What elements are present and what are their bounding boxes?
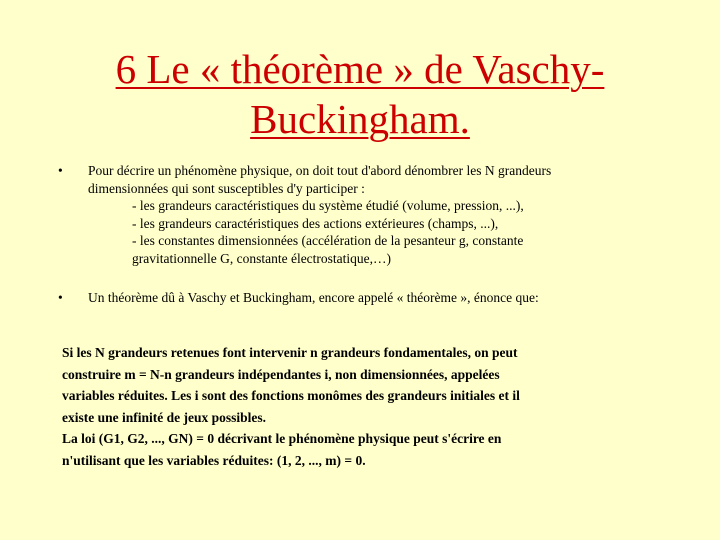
slide-title [40,44,680,144]
theorem-line: n'utilisant que les variables réduites: (1, 2, ..., m) = 0. [62,452,366,468]
bullet-item-enumerate-quantities [58,162,678,267]
theorem-line: existe une infinité de jeux possibles. [62,409,267,425]
theorem-line: variables réduites. Les i sont des fonctions monômes des grandeurs initiales et il [62,388,520,403]
slide-title-line-2: Buckingham. [250,96,470,142]
sub-item-system-quantities: - les grandeurs caractéristiques du système étudié (volume, pression, ...), [132,198,524,213]
sub-item-external-actions: - les grandeurs caractéristiques des actions extérieures (champs, ...), [132,215,499,231]
bullet-marker: • [58,163,63,178]
theorem-line: La loi (G1, G2, ..., GN) = 0 décrivant le phénomène physique peut s'écrire en [62,431,502,446]
bullet-text-line: dimensionnées qui sont susceptibles d'y participer : [88,180,365,196]
sub-item-dimensional-constants-continued: gravitationnelle G, constante électrostatique,…) [132,250,392,266]
bullet-list [58,162,678,307]
bullet-item-theorem-statement [58,289,678,307]
theorem-paragraph [62,342,662,471]
theorem-line: Si les N grandeurs retenues font intervenir n grandeurs fondamentales, on peut [62,345,518,360]
bullet-marker: • [58,290,63,305]
sub-item-dimensional-constants: - les constantes dimensionnées (accélération de la pesanteur g, constante [132,233,524,248]
theorem-line: construire m = N-n grandeurs indépendantes i, non dimensionnées, appelées [62,366,500,382]
bullet-text-line: Pour décrire un phénomène physique, on doit tout d'abord dénombrer les N grandeurs [88,163,552,178]
slide-title-line-1: 6 Le « théorème » de Vaschy- [115,46,605,92]
bullet-text-line: Un théorème dû à Vaschy et Buckingham, encore appelé « théorème », énonce que: [88,290,539,305]
